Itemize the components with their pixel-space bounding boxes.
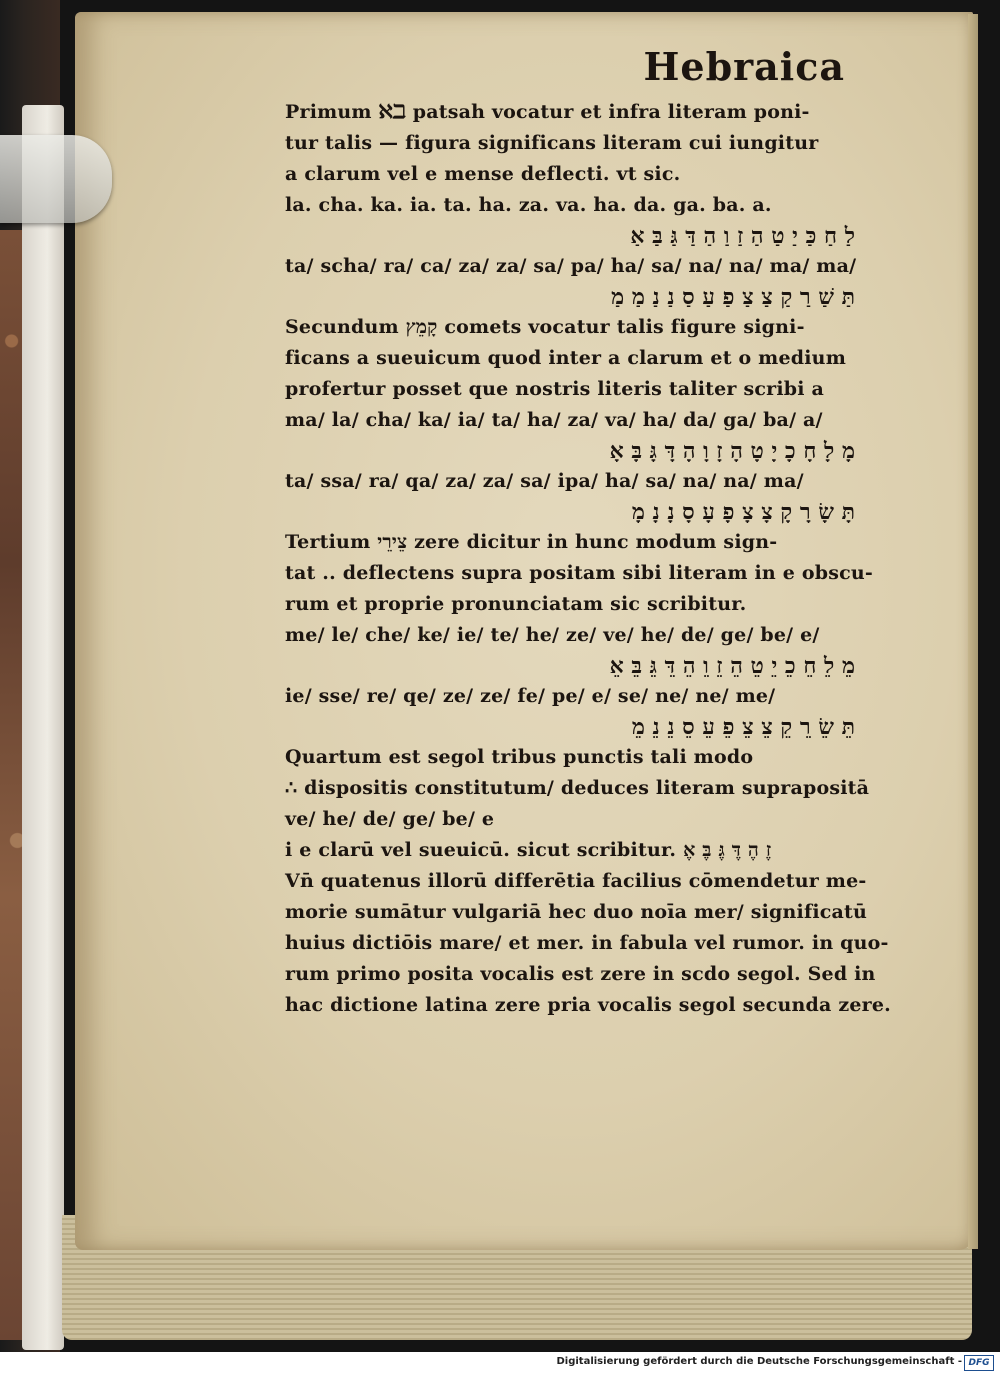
text-line: Secundum קָמֵץ comets vocatur talis figure signi- [285, 316, 805, 338]
text-line: tat .. deflectens supra positam sibi literam in e obscu- [285, 562, 873, 584]
page-clip [0, 135, 112, 223]
text-line: Quartum est segol tribus punctis tali modo [285, 746, 754, 768]
text-line: huius dictiōis mare/ et mer. in fabula vel rumor. in quo- [285, 932, 889, 954]
text-line: ∴ dispositis constitutum/ deduces literam suprapositā [285, 777, 870, 799]
hebrew-line: תָּ שָׂ רָ קָ צָ צָ פָ עָ סָ נָ נָ מָ [631, 499, 855, 525]
text-line: Primum ℵℶ patsah vocatur et infra literam poni- [285, 101, 810, 123]
text-line: a clarum vel e mense deflecti. vt sic. [285, 163, 681, 185]
text-line: ie/ sse/ re/ qe/ ze/ ze/ fe/ pe/ e/ se/ ne/ ne/ me/ [285, 685, 776, 707]
text-line: Vn̄ quatenus illorū differētia facilius cōmendetur me- [285, 870, 867, 892]
text-line: rum et proprie pronunciatam sic scribitur. [285, 593, 747, 615]
text-line: tur talis — figura significans literam cui iungitur [285, 132, 819, 154]
hebrew-line: מֵ לֵ חֵ כֵ יֵ טֵ הֵ זֵ וֵ הֵ דֵּ גֵּ בֵּ אֵ [609, 653, 855, 679]
hebrew-line: תַּ שַׁ רַ קַ צַ צַ פַ עַ סַ נַ נַ מַ מַ [611, 284, 855, 310]
hebrew-line: מָ לָ חָ כָ יָ טָ הָ זָ וָ הָ דָּ גָּ בָּ אָ [609, 438, 855, 464]
funding-credit: Digitalisierung gefördert durch die Deutsche Forschungsgemeinschaft - [556, 1356, 962, 1367]
text-line: rum primo posita vocalis est zere in scdo segol. Sed in [285, 963, 876, 985]
text-line: ta/ scha/ ra/ ca/ za/ za/ sa/ pa/ ha/ sa/ na/ na/ ma/ ma/ [285, 255, 857, 277]
text-line: ficans a sueuicum quod inter a clarum et o medium [285, 347, 846, 369]
text-line: la. cha. ka. ia. ta. ha. za. va. ha. da. ga. ba. a. [285, 194, 772, 216]
text-line: me/ le/ che/ ke/ ie/ te/ he/ ze/ ve/ he/ de/ ge/ be/ e/ [285, 624, 820, 646]
hebrew-line: תֵּ שֵׂ רֵ קֵ צֵ צֵ פֵ עֵ סֵ נֵ נֵ מֵ [631, 714, 855, 740]
footer-bar [0, 1352, 1000, 1374]
dfg-logo: DFG [964, 1355, 994, 1371]
book-spine [22, 105, 64, 1350]
text-line: profertur posset que nostris literis taliter scribi a [285, 378, 824, 400]
page-text [285, 44, 891, 1021]
page-edge [968, 14, 978, 1249]
hebrew-line: לַ חַ כַּ יַ טַ הַ זַ וַ הַ דַּ גַּ בַּ אַ [630, 223, 855, 249]
text-line: morie sumātur vulgariā hec duo noīa mer/ significatū [285, 901, 868, 923]
text-line: ta/ ssa/ ra/ qa/ za/ za/ sa/ ipa/ ha/ sa/ na/ na/ ma/ [285, 470, 804, 492]
text-line: Tertium צֵירֵי zere dicitur in hunc modum sign- [285, 531, 778, 553]
text-line: ve/ he/ de/ ge/ be/ e [285, 808, 495, 830]
page-header: Hebraica [643, 44, 845, 89]
text-line: i e clarū vel sueuicū. sicut scribitur. זֶ הֶ דֶּ גֶּ בֶּ אֶ [285, 839, 772, 861]
text-line: hac dictione latina zere pria vocalis segol secunda zere. [285, 994, 891, 1016]
text-line: ma/ la/ cha/ ka/ ia/ ta/ ha/ za/ va/ ha/ da/ ga/ ba/ a/ [285, 409, 823, 431]
